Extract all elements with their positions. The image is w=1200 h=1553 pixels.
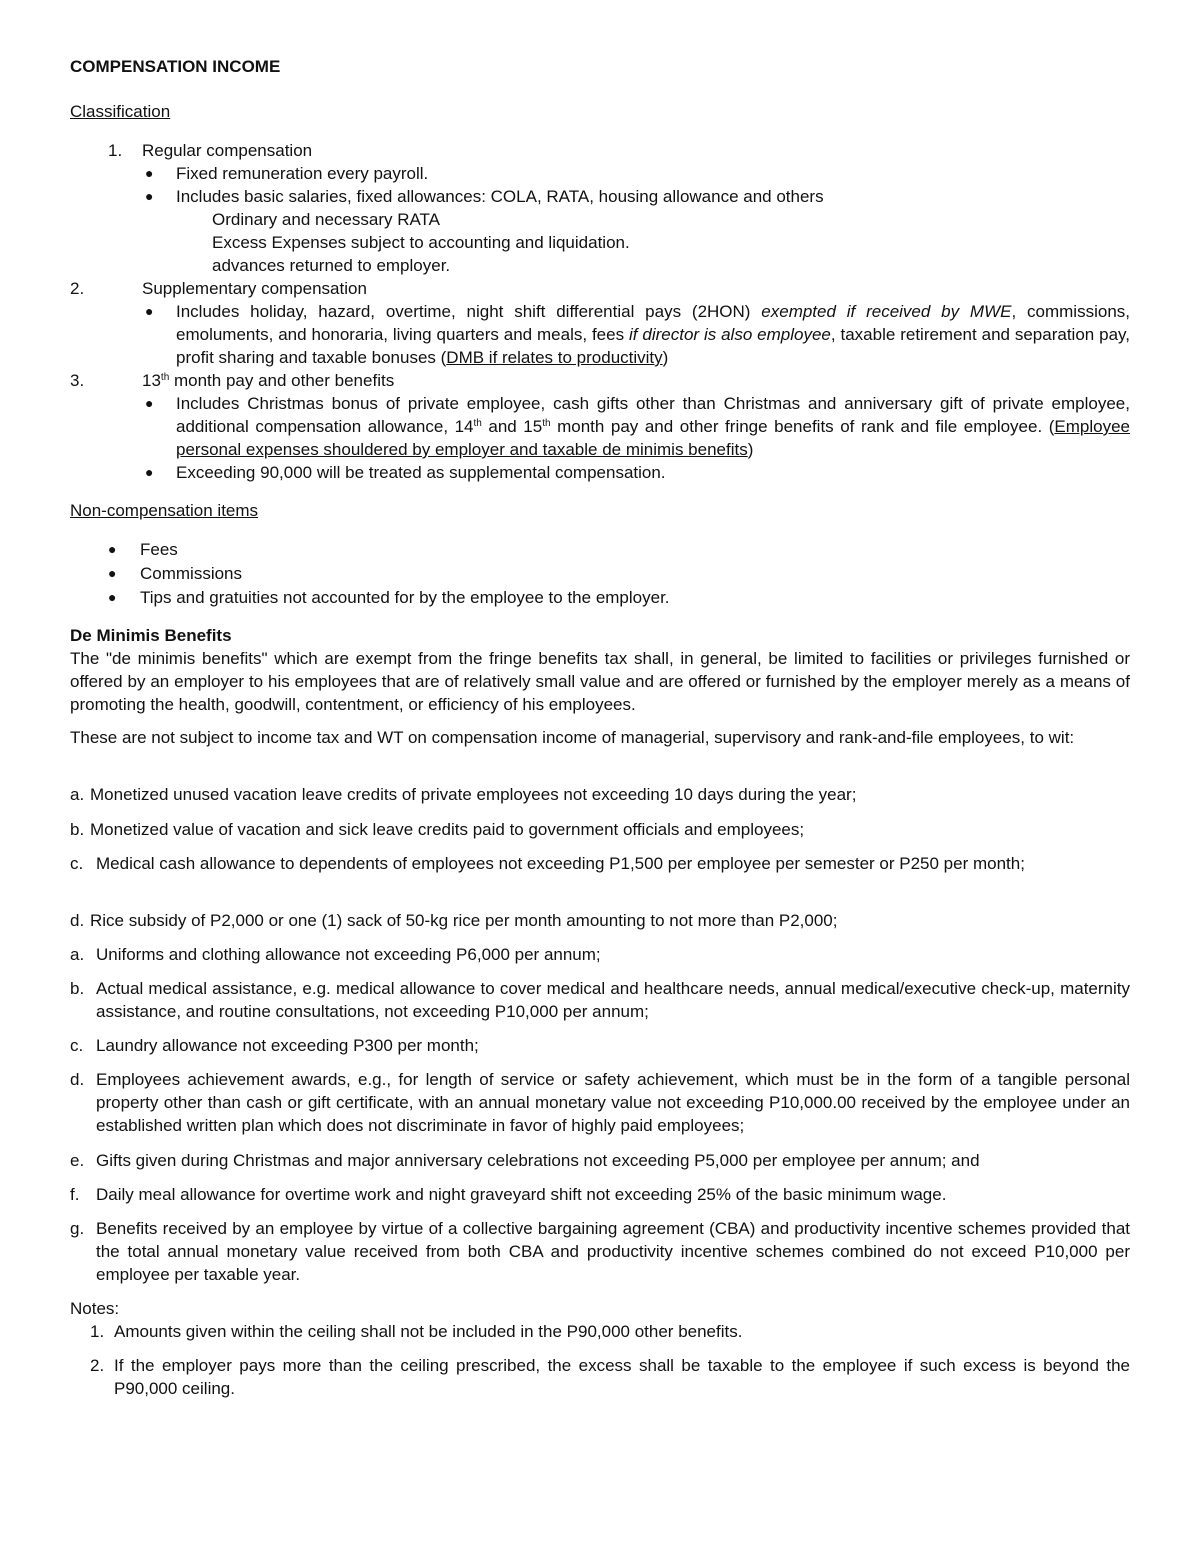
item-label: Regular compensation <box>142 141 313 160</box>
list-item: Fees <box>140 540 178 559</box>
bullet-text: Includes basic salaries, fixed allowances: COLA, RATA, housing allowance and others <box>176 187 824 206</box>
bullet-icon: ● <box>108 541 117 557</box>
note-number: 1. <box>90 1322 105 1341</box>
bullet-icon: ● <box>145 303 154 319</box>
list-item-text: Daily meal allowance for overtime work and night graveyard shift not exceeding 25% of the basic minimum wage. <box>96 1185 947 1204</box>
subline-text: advances returned to employer. <box>212 256 451 275</box>
list-letter: b. <box>70 820 85 839</box>
list-letter: d. <box>70 1070 85 1089</box>
notes-heading: Notes: <box>70 1299 120 1318</box>
list-letter: d. <box>70 911 85 930</box>
list-letter: c. <box>70 854 84 873</box>
list-item-text: Laundry allowance not exceeding P300 per month; <box>96 1036 479 1055</box>
subline-text: Excess Expenses subject to accounting and liquidation. <box>212 233 630 252</box>
bullet-icon: ● <box>108 565 117 581</box>
list-item-text: Medical cash allowance to dependents of employees not exceeding P1,500 per employee per semester or P250 per month; <box>96 854 1025 873</box>
list-item-text: Monetized value of vacation and sick leave credits paid to government officials and employees; <box>90 820 805 839</box>
list-item-text: Gifts given during Christmas and major anniversary celebrations not exceeding P5,000 per employee per annum; and <box>96 1151 980 1170</box>
note-number: 2. <box>90 1356 105 1375</box>
list-item: Tips and gratuities not accounted for by the employee to the employer. <box>140 588 670 607</box>
list-item-text: Uniforms and clothing allowance not exceeding P6,000 per annum; <box>96 945 601 964</box>
bullet-text: Includes holiday, hazard, overtime, night shift differential pays (2HON) exempted if received by MWE, commissions, emoluments, and honoraria, living quarters and meals, fees if director is also employee, taxable retirement and separation pay, profit sharing and taxable bonuses (DMB if relates to productivity) <box>176 302 1131 367</box>
note-text: Amounts given within the ceiling shall not be included in the P90,000 other benefits. <box>114 1322 743 1341</box>
list-letter: c. <box>70 1036 84 1055</box>
bullet-icon: ● <box>108 589 117 605</box>
bullet-icon: ● <box>145 165 154 181</box>
item-number: 2. <box>70 279 85 298</box>
bullet-text: Exceeding 90,000 will be treated as supplemental compensation. <box>176 463 666 482</box>
item-number: 3. <box>70 371 85 390</box>
list-letter: g. <box>70 1219 85 1238</box>
list-letter: a. <box>70 785 85 804</box>
list-item-text: Monetized unused vacation leave credits of private employees not exceeding 10 days during the year; <box>90 785 857 804</box>
bullet-icon: ● <box>145 395 154 411</box>
page-title: COMPENSATION INCOME <box>70 57 281 76</box>
de-minimis-intro: The "de minimis benefits" which are exempt from the fringe benefits tax shall, in general, be limited to facilities or privileges furnished or offered by an employer to his employees that are of relatively small value and are offered or furnished by the employer merely as a means of promoting the health, goodwill, contentment, or efficiency of his employees. <box>70 649 1130 714</box>
list-item-text: Benefits received by an employee by virtue of a collective bargaining agreement (CBA) and productivity incentive schemes provided that the total annual monetary value received from both CBA and productivity incentive schemes combined do not exceed P10,000 per employee per taxable year. <box>96 1219 1130 1284</box>
list-item-text: Employees achievement awards, e.g., for length of service or safety achievement, which must be in the form of a tangible personal property other than cash or gift certificate, with an annual monetary value not exceeding P10,000.00 received by the employee under an established written plan which does not discriminate in favor of highly paid employees; <box>96 1070 1130 1135</box>
de-minimis-lead: These are not subject to income tax and WT on compensation income of managerial, supervisory and rank-and-file employees, to wit: <box>70 728 1075 747</box>
list-item-text: Rice subsidy of P2,000 or one (1) sack of 50-kg rice per month amounting to not more than P2,000; <box>90 911 838 930</box>
item-number: 1. <box>108 141 123 160</box>
bullet-icon: ● <box>145 188 154 204</box>
note-text: If the employer pays more than the ceiling prescribed, the excess shall be taxable to the employee if such excess is beyond the P90,000 ceiling. <box>114 1356 1130 1398</box>
list-letter: b. <box>70 979 85 998</box>
subline-text: Ordinary and necessary RATA <box>212 210 441 229</box>
list-letter: e. <box>70 1151 85 1170</box>
bullet-text: Fixed remuneration every payroll. <box>176 164 429 183</box>
list-letter: f. <box>70 1185 80 1204</box>
list-item: Commissions <box>140 564 243 583</box>
non-compensation-heading: Non-compensation items <box>70 501 259 520</box>
item-label: Supplementary compensation <box>142 279 367 298</box>
bullet-icon: ● <box>145 464 154 480</box>
list-letter: a. <box>70 945 85 964</box>
list-item-text: Actual medical assistance, e.g. medical allowance to cover medical and healthcare needs, annual medical/executive check-up, maternity assistance, and routine consultations, not exceeding P10,000 per annum; <box>96 979 1130 1021</box>
item-label: 13th month pay and other benefits <box>142 371 395 390</box>
bullet-text: Includes Christmas bonus of private employee, cash gifts other than Christmas and anniversary gift of private employee, additional compensation allowance, 14th and 15th month pay and other fringe benefits of rank and file employee. (Employee personal expenses shouldered by employer and taxable de minimis benefits) <box>176 394 1130 459</box>
de-minimis-heading: De Minimis Benefits <box>70 626 232 645</box>
classification-heading: Classification <box>70 102 171 121</box>
